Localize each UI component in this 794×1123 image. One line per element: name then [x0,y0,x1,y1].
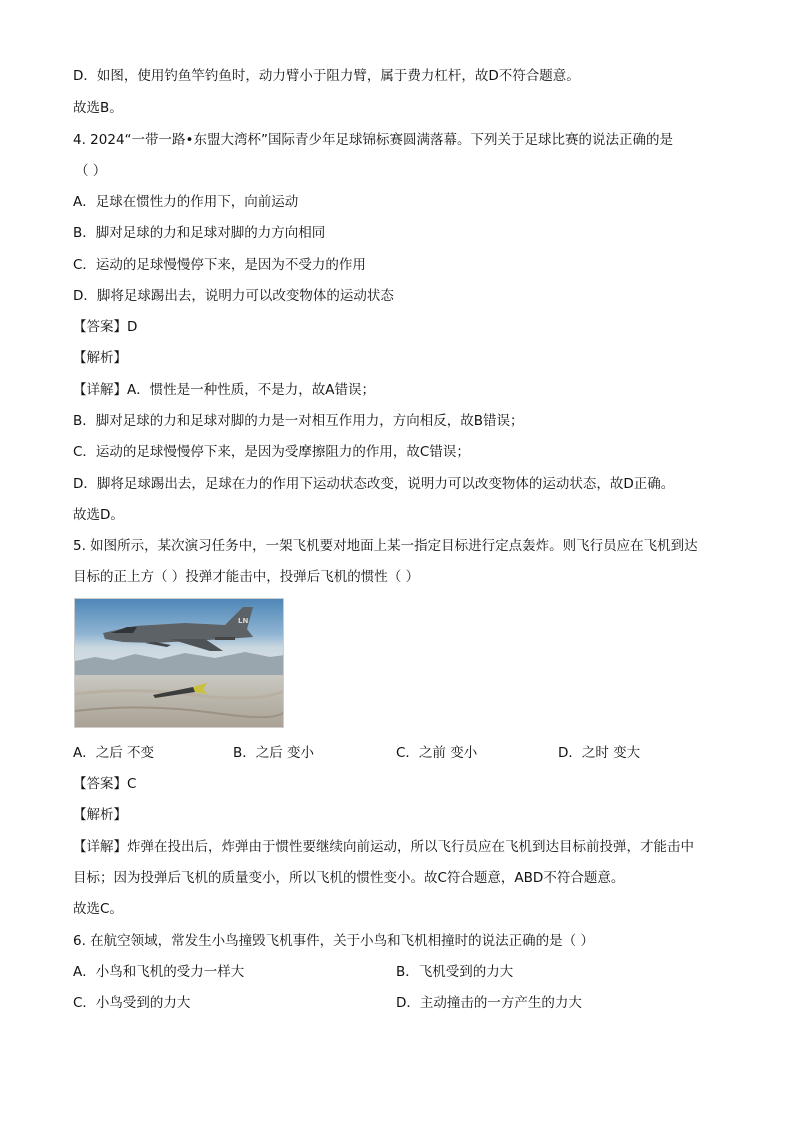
q5-option-a: A．之后 不变 [73,745,155,761]
q6-option-a: A．小鸟和飞机的受力一样大 [73,964,245,980]
q6-option-d: D．主动撞击的一方产生的力大 [396,995,582,1011]
q5-detail-line-1: 【详解】炸弹在投出后，炸弹由于惯性要继续向前运动，所以飞行员应在飞机到达目标前投弹，才能击中 [73,839,694,855]
q4-analysis: 【解析】 [73,350,127,366]
q4-option-c: C．运动的足球慢慢停下来，是因为不受力的作用 [73,257,366,273]
q5-stem-line-1: 5. 如图所示，某次演习任务中，一架飞机要对地面上某一指定目标进行定点轰炸。则飞行员应在飞机到达 [73,538,698,554]
q4-select: 故选D。 [73,507,124,523]
q4-detail-3: C．运动的足球慢慢停下来，是因为受摩擦阻力的作用，故C错误； [73,444,470,460]
q3-select: 故选B。 [73,100,123,116]
q4-paren: （ ） [75,163,107,179]
q5-detail-line-2: 目标；因为投弹后飞机的质量变小，所以飞机的惯性变小。故C符合题意，ABD不符合题意。 [73,870,625,886]
q6-option-b: B．飞机受到的力大 [396,964,514,980]
q6-stem: 6. 在航空领域，常发生小鸟撞毁飞机事件，关于小鸟和飞机相撞时的说法正确的是（ ） [73,933,594,949]
q4-detail-2: B．脚对足球的力和足球对脚的力是一对相互作用力，方向相反，故B错误； [73,413,524,429]
q5-select: 故选C。 [73,901,123,917]
q5-option-c: C．之前 变小 [396,745,478,761]
tail-code: LN [238,617,249,625]
q4-option-d: D．脚将足球踢出去，说明力可以改变物体的运动状态 [73,288,394,304]
q4-option-b: B．脚对足球的力和足球对脚的力方向相同 [73,225,326,241]
q4-stem: 4. 2024“一带一路•东盟大湾杯”国际青少年足球锦标赛圆满落幕。下列关于足球比赛的说法正确的是 [73,132,673,148]
q5-option-d: D．之时 变大 [558,745,641,761]
q3-option-d-explanation: D．如图，使用钓鱼竿钓鱼时，动力臂小于阻力臂，属于费力杠杆，故D不符合题意。 [73,68,580,84]
q5-answer: 【答案】C [73,776,137,792]
q5-analysis: 【解析】 [73,807,127,823]
fighter-jet-bomb-photo [74,598,284,728]
q5-stem-line-2: 目标的正上方（ ）投弹才能击中，投弹后飞机的惯性（ ） [73,569,420,585]
q4-answer: 【答案】D [73,319,138,335]
q4-option-a: A．足球在惯性力的作用下，向前运动 [73,194,299,210]
q6-option-c: C．小鸟受到的力大 [73,995,191,1011]
desert-ground [75,675,284,728]
q5-option-b: B．之后 变小 [233,745,315,761]
q4-detail-4: D．脚将足球踢出去，足球在力的作用下运动状态改变，说明力可以改变物体的运动状态，故D正确。 [73,476,675,492]
q4-detail-1: 【详解】A．惯性是一种性质，不是力，故A错误； [73,382,375,398]
